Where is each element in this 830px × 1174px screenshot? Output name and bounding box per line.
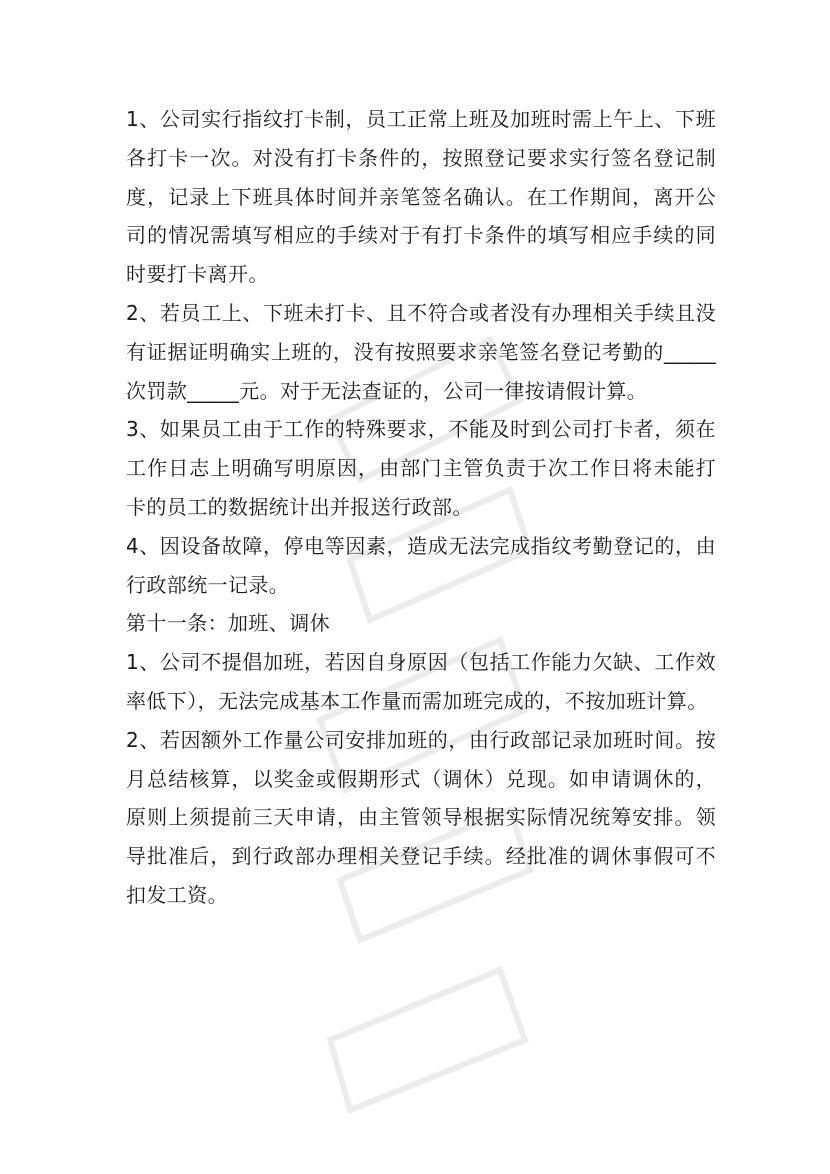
overtime-clause-2-paragraph: 2、若因额外工作量公司安排加班的，由行政部记录加班时间。按月总结核算，以奖金或假期形式（调休）兑现。如申请调休的，原则上须提前三天申请，由主管领导根据实际情况统筹安排。领导批准后，到行政部办理相关登记手续。经批准的调休事假可不扣发工资。 bbox=[126, 727, 716, 907]
document-body bbox=[126, 100, 716, 915]
clause-1-paragraph: 1、公司实行指纹打卡制，员工正常上班及加班时需上午上、下班各打卡一次。对没有打卡条件的，按照登记要求实行签名登记制度，记录上下班具体时间并亲笔签名确认。在工作期间，离开公司的情况需填写相应的手续对于有打卡条件的填写相应手续的同时要打卡离开。 bbox=[126, 107, 716, 287]
clause-3-paragraph: 3、如果员工由于工作的特殊要求，不能及时到公司打卡者，须在工作日志上明确写明原因，由部门主管负责于次工作日将未能打卡的员工的数据统计出并报送行政部。 bbox=[126, 417, 716, 519]
article-11-heading: 第十一条：加班、调休 bbox=[126, 611, 330, 636]
overtime-clause-1-paragraph: 1、公司不提倡加班，若因自身原因（包括工作能力欠缺、工作效率低下），无法完成基本工作量而需加班完成的，不按加班计算。 bbox=[126, 650, 716, 713]
clause-2-paragraph: 2、若员工上、下班未打卡、且不符合或者没有办理相关手续且没有证据证明确实上班的，没有按照要求亲笔签名登记考勤的_____次罚款_____元。对于无法查证的，公司一律按请假计算。 bbox=[126, 300, 716, 403]
clause-4-paragraph: 4、因设备故障，停电等因素，造成无法完成指纹考勤登记的，由行政部统一记录。 bbox=[126, 533, 716, 597]
